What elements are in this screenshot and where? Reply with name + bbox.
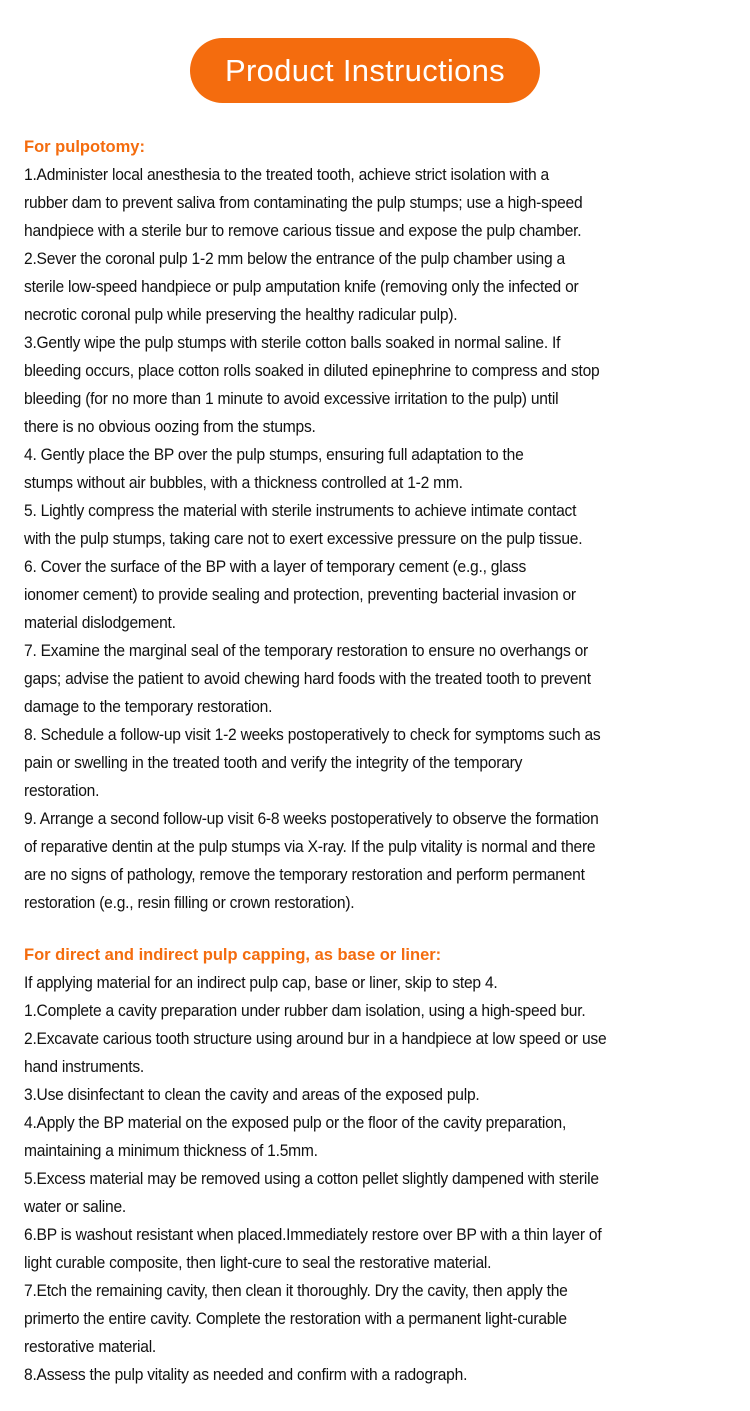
instruction-line: ionomer cement) to provide sealing and protection, preventing bacterial invasion or: [24, 585, 576, 604]
instruction-line: pain or swelling in the treated tooth and verify the integrity of the temporary: [24, 753, 523, 772]
instruction-line: rubber dam to prevent saliva from contaminating the pulp stumps; use a high-speed: [24, 193, 583, 212]
instruction-line: sterile low-speed handpiece or pulp amputation knife (removing only the infected or: [24, 277, 579, 296]
section-lines: [24, 969, 740, 1389]
instruction-line: 6. Cover the surface of the BP with a layer of temporary cement (e.g., glass: [24, 557, 527, 576]
instruction-line: gaps; advise the patient to avoid chewing hard foods with the treated tooth to prevent: [24, 669, 591, 688]
instruction-line: 2.Sever the coronal pulp 1-2 mm below the entrance of the pulp chamber using a: [24, 249, 565, 268]
instruction-line: 3.Gently wipe the pulp stumps with sterile cotton balls soaked in normal saline. If: [24, 333, 561, 352]
instructions-content: [24, 133, 740, 1389]
instruction-line: damage to the temporary restoration.: [24, 697, 273, 716]
instruction-line: stumps without air bubbles, with a thickness controlled at 1-2 mm.: [24, 473, 463, 492]
instruction-line: restoration.: [24, 781, 100, 800]
instruction-line: handpiece with a sterile bur to remove carious tissue and expose the pulp chamber.: [24, 221, 582, 240]
instruction-line: 4. Gently place the BP over the pulp stumps, ensuring full adaptation to the: [24, 445, 524, 464]
section-heading: For direct and indirect pulp capping, as base or liner:: [24, 946, 442, 964]
instruction-line: restoration (e.g., resin filling or crown restoration).: [24, 893, 355, 912]
instruction-line: 1.Administer local anesthesia to the treated tooth, achieve strict isolation with a: [24, 165, 549, 184]
instruction-line: If applying material for an indirect pulp cap, base or liner, skip to step 4.: [24, 973, 498, 992]
instruction-line: light curable composite, then light-cure to seal the restorative material.: [24, 1253, 492, 1272]
instruction-line: hand instruments.: [24, 1057, 144, 1076]
instruction-line: maintaining a minimum thickness of 1.5mm.: [24, 1141, 318, 1160]
instruction-line: 9. Arrange a second follow-up visit 6-8 weeks postoperatively to observe the formation: [24, 809, 599, 828]
instruction-line: bleeding (for no more than 1 minute to avoid excessive irritation to the pulp) until: [24, 389, 559, 408]
instruction-line: 4.Apply the BP material on the exposed pulp or the floor of the cavity preparation,: [24, 1113, 567, 1132]
instruction-line: necrotic coronal pulp while preserving the healthy radicular pulp).: [24, 305, 458, 324]
instruction-line: of reparative dentin at the pulp stumps via X-ray. If the pulp vitality is normal and there: [24, 837, 596, 856]
instruction-line: 6.BP is washout resistant when placed.Immediately restore over BP with a thin layer of: [24, 1225, 602, 1244]
section-lines: [24, 161, 740, 917]
instruction-line: bleeding occurs, place cotton rolls soaked in diluted epinephrine to compress and stop: [24, 361, 600, 380]
instruction-line: 8.Assess the pulp vitality as needed and confirm with a radograph.: [24, 1365, 468, 1384]
instruction-line: 3.Use disinfectant to clean the cavity and areas of the exposed pulp.: [24, 1085, 480, 1104]
instruction-line: 5.Excess material may be removed using a cotton pellet slightly dampened with sterile: [24, 1169, 599, 1188]
instruction-line: water or saline.: [24, 1197, 127, 1216]
section-pulp-capping: [24, 941, 740, 1389]
instruction-line: are no signs of pathology, remove the temporary restoration and perform permanent: [24, 865, 585, 884]
section-gap: [24, 917, 740, 941]
instruction-line: 1.Complete a cavity preparation under rubber dam isolation, using a high-speed bur.: [24, 1001, 586, 1020]
product-instructions-title: Product Instructions: [190, 38, 540, 103]
instruction-line: 5. Lightly compress the material with sterile instruments to achieve intimate contact: [24, 501, 577, 520]
instruction-line: 7. Examine the marginal seal of the temporary restoration to ensure no overhangs or: [24, 641, 589, 660]
instruction-line: material dislodgement.: [24, 613, 176, 632]
section-heading: For pulpotomy:: [24, 138, 145, 156]
instruction-line: primerto the entire cavity. Complete the restoration with a permanent light-curable: [24, 1309, 567, 1328]
instruction-line: 8. Schedule a follow-up visit 1-2 weeks postoperatively to check for symptoms such as: [24, 725, 601, 744]
instruction-line: 2.Excavate carious tooth structure using around bur in a handpiece at low speed or use: [24, 1029, 607, 1048]
instruction-line: restorative material.: [24, 1337, 157, 1356]
instruction-line: 7.Etch the remaining cavity, then clean it thoroughly. Dry the cavity, then apply the: [24, 1281, 568, 1300]
section-pulpotomy: [24, 133, 740, 917]
instruction-line: with the pulp stumps, taking care not to exert excessive pressure on the pulp tissue.: [24, 529, 583, 548]
instruction-line: there is no obvious oozing from the stumps.: [24, 417, 316, 436]
